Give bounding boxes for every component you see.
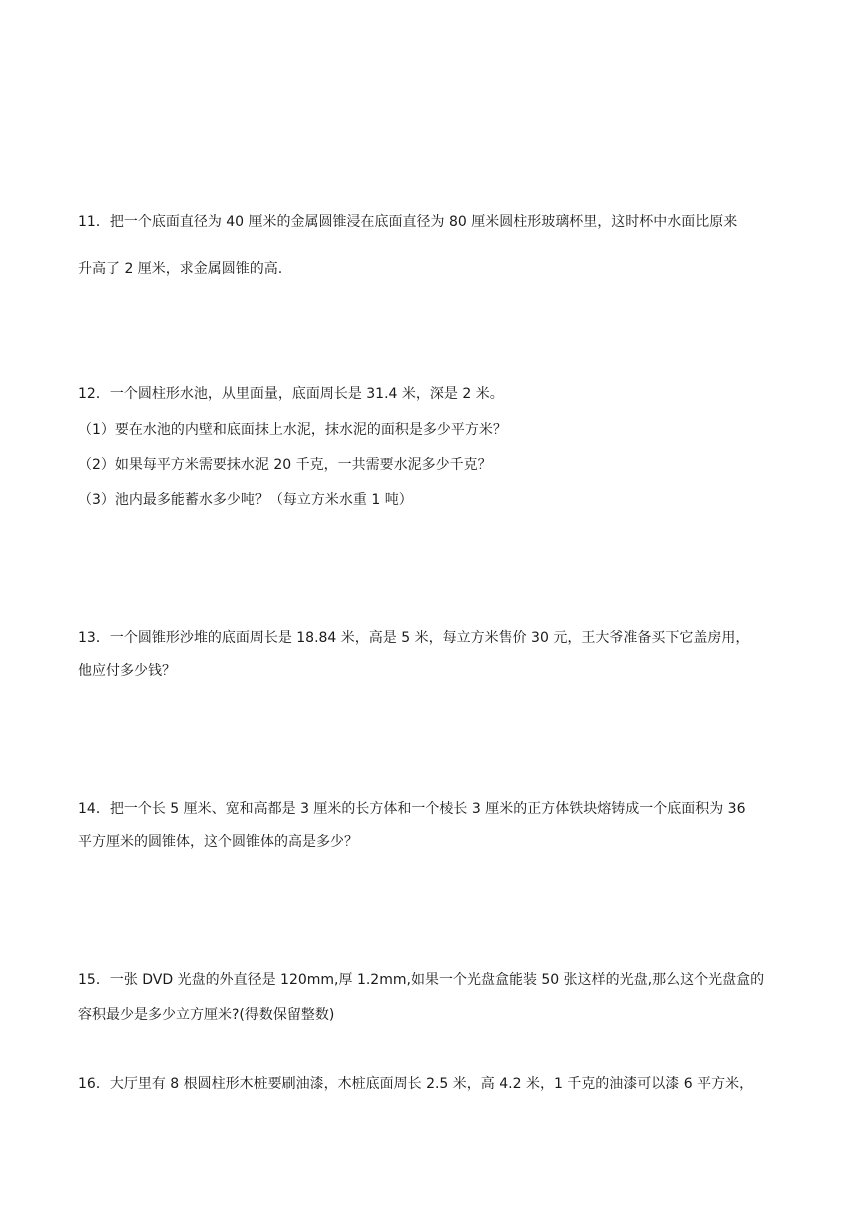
problem-12-part-3: （3）池内最多能蓄水多少吨？（每立方米水重 1 吨） [78, 492, 413, 508]
problem-15-line-2: 容积最少是多少立方厘米?(得数保留整数) [78, 1007, 335, 1023]
problem-11-line-2: 升高了 2 厘米，求金属圆锥的高. [78, 261, 283, 277]
problem-16-line-1: 16．大厅里有 8 根圆柱形木桩要刷油漆，木桩底面周长 2.5 米，高 4.2 米，1 千克的油漆可以漆 6 平方米， [78, 1076, 754, 1092]
problem-11-line-1: 11．把一个底面直径为 40 厘米的金属圆锥浸在底面直径为 80 厘米圆柱形玻璃杯里，这时杯中水面比原来 [78, 214, 738, 230]
problem-12-line-1: 12．一个圆柱形水池，从里面量，底面周长是 31.4 米，深是 2 米。 [78, 386, 504, 402]
problem-14-line-1: 14．把一个长 5 厘米、宽和高都是 3 厘米的长方体和一个棱长 3 厘米的正方体铁块熔铸成一个底面积为 36 [78, 801, 746, 817]
problem-15-line-1: 15．一张 DVD 光盘的外直径是 120mm,厚 1.2mm,如果一个光盘盒能装 50 张这样的光盘,那么这个光盘盒的 [78, 972, 765, 988]
problem-13-line-1: 13．一个圆锥形沙堆的底面周长是 18.84 米，高是 5 米，每立方米售价 30 元，王大爷准备买下它盖房用， [78, 630, 750, 646]
problem-13-line-2: 他应付多少钱？ [78, 663, 176, 679]
problem-14-line-2: 平方厘米的圆锥体，这个圆锥体的高是多少？ [78, 834, 358, 850]
problem-12-part-1: （1）要在水池的内壁和底面抹上水泥，抹水泥的面积是多少平方米？ [78, 422, 507, 438]
problem-12-part-2: （2）如果每平方米需要抹水泥 20 千克，一共需要水泥多少千克？ [78, 457, 492, 473]
